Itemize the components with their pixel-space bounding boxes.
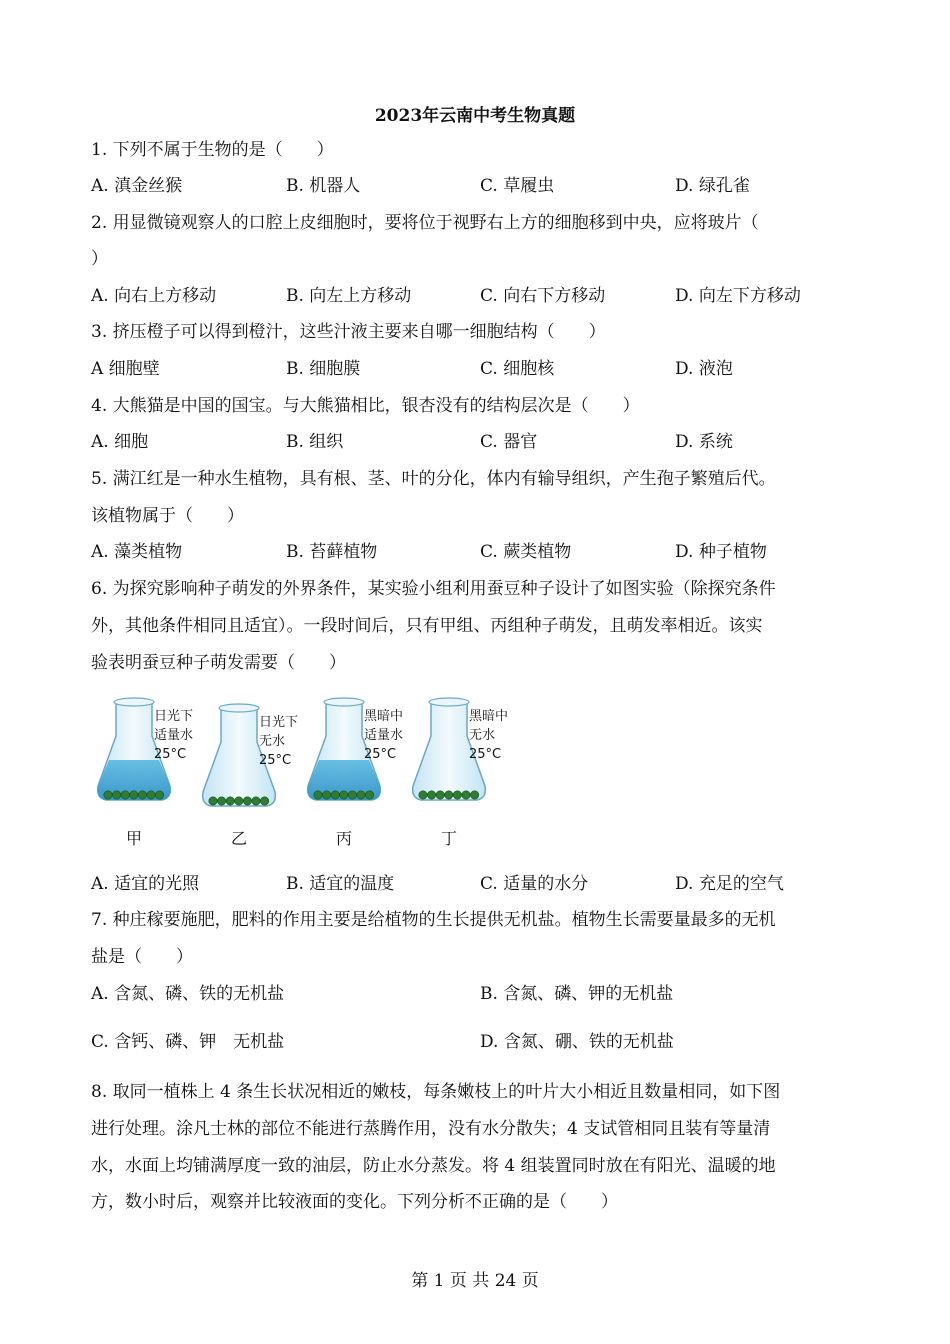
seed [427, 791, 435, 799]
question-3-option-d: D. 液泡 [675, 359, 733, 379]
seed [436, 791, 444, 799]
question-1-option-b: B. 机器人 [286, 176, 361, 196]
flask-condition-label: 适量水 [364, 728, 404, 743]
question-4-option-d: D. 系统 [675, 432, 733, 452]
question-2-option-c: C. 向右下方移动 [480, 286, 606, 306]
question-7-stem-line-1: 7. 种庄稼要施肥，肥料的作用主要是给植物的生长提供无机盐。植物生长需要量最多的无机 [91, 910, 776, 930]
question-2-option-a: A. 向右上方移动 [91, 286, 217, 306]
seed [121, 791, 129, 799]
seed [445, 791, 453, 799]
seed [260, 797, 268, 805]
question-5-stem-line-2: 该植物属于（ ） [91, 506, 244, 526]
question-5-option-a: A. 藻类植物 [91, 542, 183, 562]
seed [470, 791, 478, 799]
question-1-option-d: D. 绿孔雀 [675, 176, 750, 196]
question-5-option-d: D. 种子植物 [675, 542, 767, 562]
flask-1 [98, 698, 193, 848]
flask-diagram [91, 688, 521, 858]
question-6-stem-line-3: 验表明蚕豆种子萌发需要（ ） [91, 653, 346, 673]
seed [314, 791, 322, 799]
seed [348, 791, 356, 799]
flask-condition-label: 适量水 [154, 728, 194, 743]
question-3-stem: 3. 挤压橙子可以得到橙汁，这些汁液主要来自哪一细胞结构（ ） [91, 322, 606, 342]
question-7-stem-line-2: 盐是（ ） [91, 947, 193, 967]
flask-condition-label: 无水 [259, 734, 286, 749]
seed [209, 797, 217, 805]
seed [252, 797, 260, 805]
question-2-option-b: B. 向左上方移动 [286, 286, 412, 306]
flask-condition-label: 无水 [469, 728, 496, 743]
seed-germination-figure [91, 688, 521, 858]
seed [357, 791, 365, 799]
seed [138, 791, 146, 799]
flask-rim [219, 704, 259, 712]
question-6-option-b: B. 适宜的温度 [286, 874, 395, 894]
seed [147, 791, 155, 799]
flask-group-label: 丁 [441, 829, 458, 848]
flask-rim [324, 698, 364, 706]
question-2-option-d: D. 向左下方移动 [675, 286, 801, 306]
seed [112, 791, 120, 799]
question-5-stem-line-1: 5. 满江红是一种水生植物，具有根、茎、叶的分化，体内有输导组织，产生孢子繁殖后代。 [91, 469, 776, 489]
question-6-stem-line-2: 外，其他条件相同且适宜）。一段时间后，只有甲组、丙组种子萌发，且萌发率相近。该实 [91, 616, 763, 636]
flask-group-label: 乙 [231, 829, 248, 848]
question-3-option-b: B. 细胞膜 [286, 359, 361, 379]
seed [322, 791, 330, 799]
question-4-option-b: B. 组织 [286, 432, 344, 452]
page-footer: 第 1 页 共 24 页 [411, 1271, 539, 1291]
question-6-stem-line-1: 6. 为探究影响种子萌发的外界条件，某实验小组利用蚕豆种子设计了如图实验（除探究条件 [91, 579, 776, 599]
seed [235, 797, 243, 805]
seed [243, 797, 251, 805]
question-1-stem: 1. 下列不属于生物的是（ ） [91, 140, 334, 160]
seed [331, 791, 339, 799]
seed [365, 791, 373, 799]
question-2-stem-line-2: ） [91, 249, 108, 269]
question-7-option-a: A. 含氮、磷、铁的无机盐 [91, 984, 285, 1004]
flask-group-label: 丙 [336, 829, 353, 848]
flask-condition-label: 日光下 [259, 715, 299, 730]
question-4-option-a: A. 细胞 [91, 432, 149, 452]
flask-2 [203, 704, 298, 848]
flask-condition-label: 25°C [154, 747, 187, 762]
flask-condition-label: 黑暗中 [364, 709, 404, 724]
question-3-option-a: A 细胞壁 [91, 359, 160, 379]
question-7-option-b: B. 含氮、磷、钾的无机盐 [480, 984, 674, 1004]
seed [453, 791, 461, 799]
question-5-option-c: C. 蕨类植物 [480, 542, 572, 562]
question-8-stem-line-2: 进行处理。涂凡士林的部位不能进行蒸腾作用，没有水分散失；4 支试管相同且装有等量清 [91, 1119, 771, 1139]
seed [226, 797, 234, 805]
question-5-option-b: B. 苔藓植物 [286, 542, 378, 562]
flask-rim [114, 698, 154, 706]
seed [130, 791, 138, 799]
seed [104, 791, 112, 799]
page-title: 2023年云南中考生物真题 [374, 106, 576, 126]
flask-4 [413, 698, 508, 848]
flask-condition-label: 25°C [469, 747, 502, 762]
flask-group-label: 甲 [126, 829, 143, 848]
question-6-option-c: C. 适量的水分 [480, 874, 589, 894]
flask-condition-label: 黑暗中 [469, 709, 509, 724]
question-8-stem-line-4: 方，数小时后，观察并比较液面的变化。下列分析不正确的是（ ） [91, 1192, 618, 1212]
question-6-option-a: A. 适宜的光照 [91, 874, 200, 894]
seed [155, 791, 163, 799]
seed [419, 791, 427, 799]
question-6-option-d: D. 充足的空气 [675, 874, 784, 894]
flask-condition-label: 日光下 [154, 709, 194, 724]
flask-rim [429, 698, 469, 706]
seed [217, 797, 225, 805]
question-7-option-c: C. 含钙、磷、钾 无机盐 [91, 1032, 285, 1052]
question-7-option-d: D. 含氮、硼、铁的无机盐 [480, 1032, 674, 1052]
question-1-option-a: A. 滇金丝猴 [91, 176, 183, 196]
seed [462, 791, 470, 799]
seed [340, 791, 348, 799]
question-4-option-c: C. 器官 [480, 432, 538, 452]
flask-condition-label: 25°C [364, 747, 397, 762]
question-1-option-c: C. 草履虫 [480, 176, 555, 196]
question-3-option-c: C. 细胞核 [480, 359, 555, 379]
question-2-stem-line-1: 2. 用显微镜观察人的口腔上皮细胞时，要将位于视野右上方的细胞移到中央，应将玻片（ [91, 213, 759, 233]
question-8-stem-line-3: 水，水面上均铺满厚度一致的油层，防止水分蒸发。将 4 组装置同时放在有阳光、温暖的地 [91, 1156, 776, 1176]
flask-3 [308, 698, 403, 848]
question-4-stem: 4. 大熊猫是中国的国宝。与大熊猫相比，银杏没有的结构层次是（ ） [91, 396, 640, 416]
question-8-stem-line-1: 8. 取同一植株上 4 条生长状况相近的嫩枝，每条嫩枝上的叶片大小相近且数量相同，如下图 [91, 1082, 781, 1102]
flask-condition-label: 25°C [259, 753, 292, 768]
